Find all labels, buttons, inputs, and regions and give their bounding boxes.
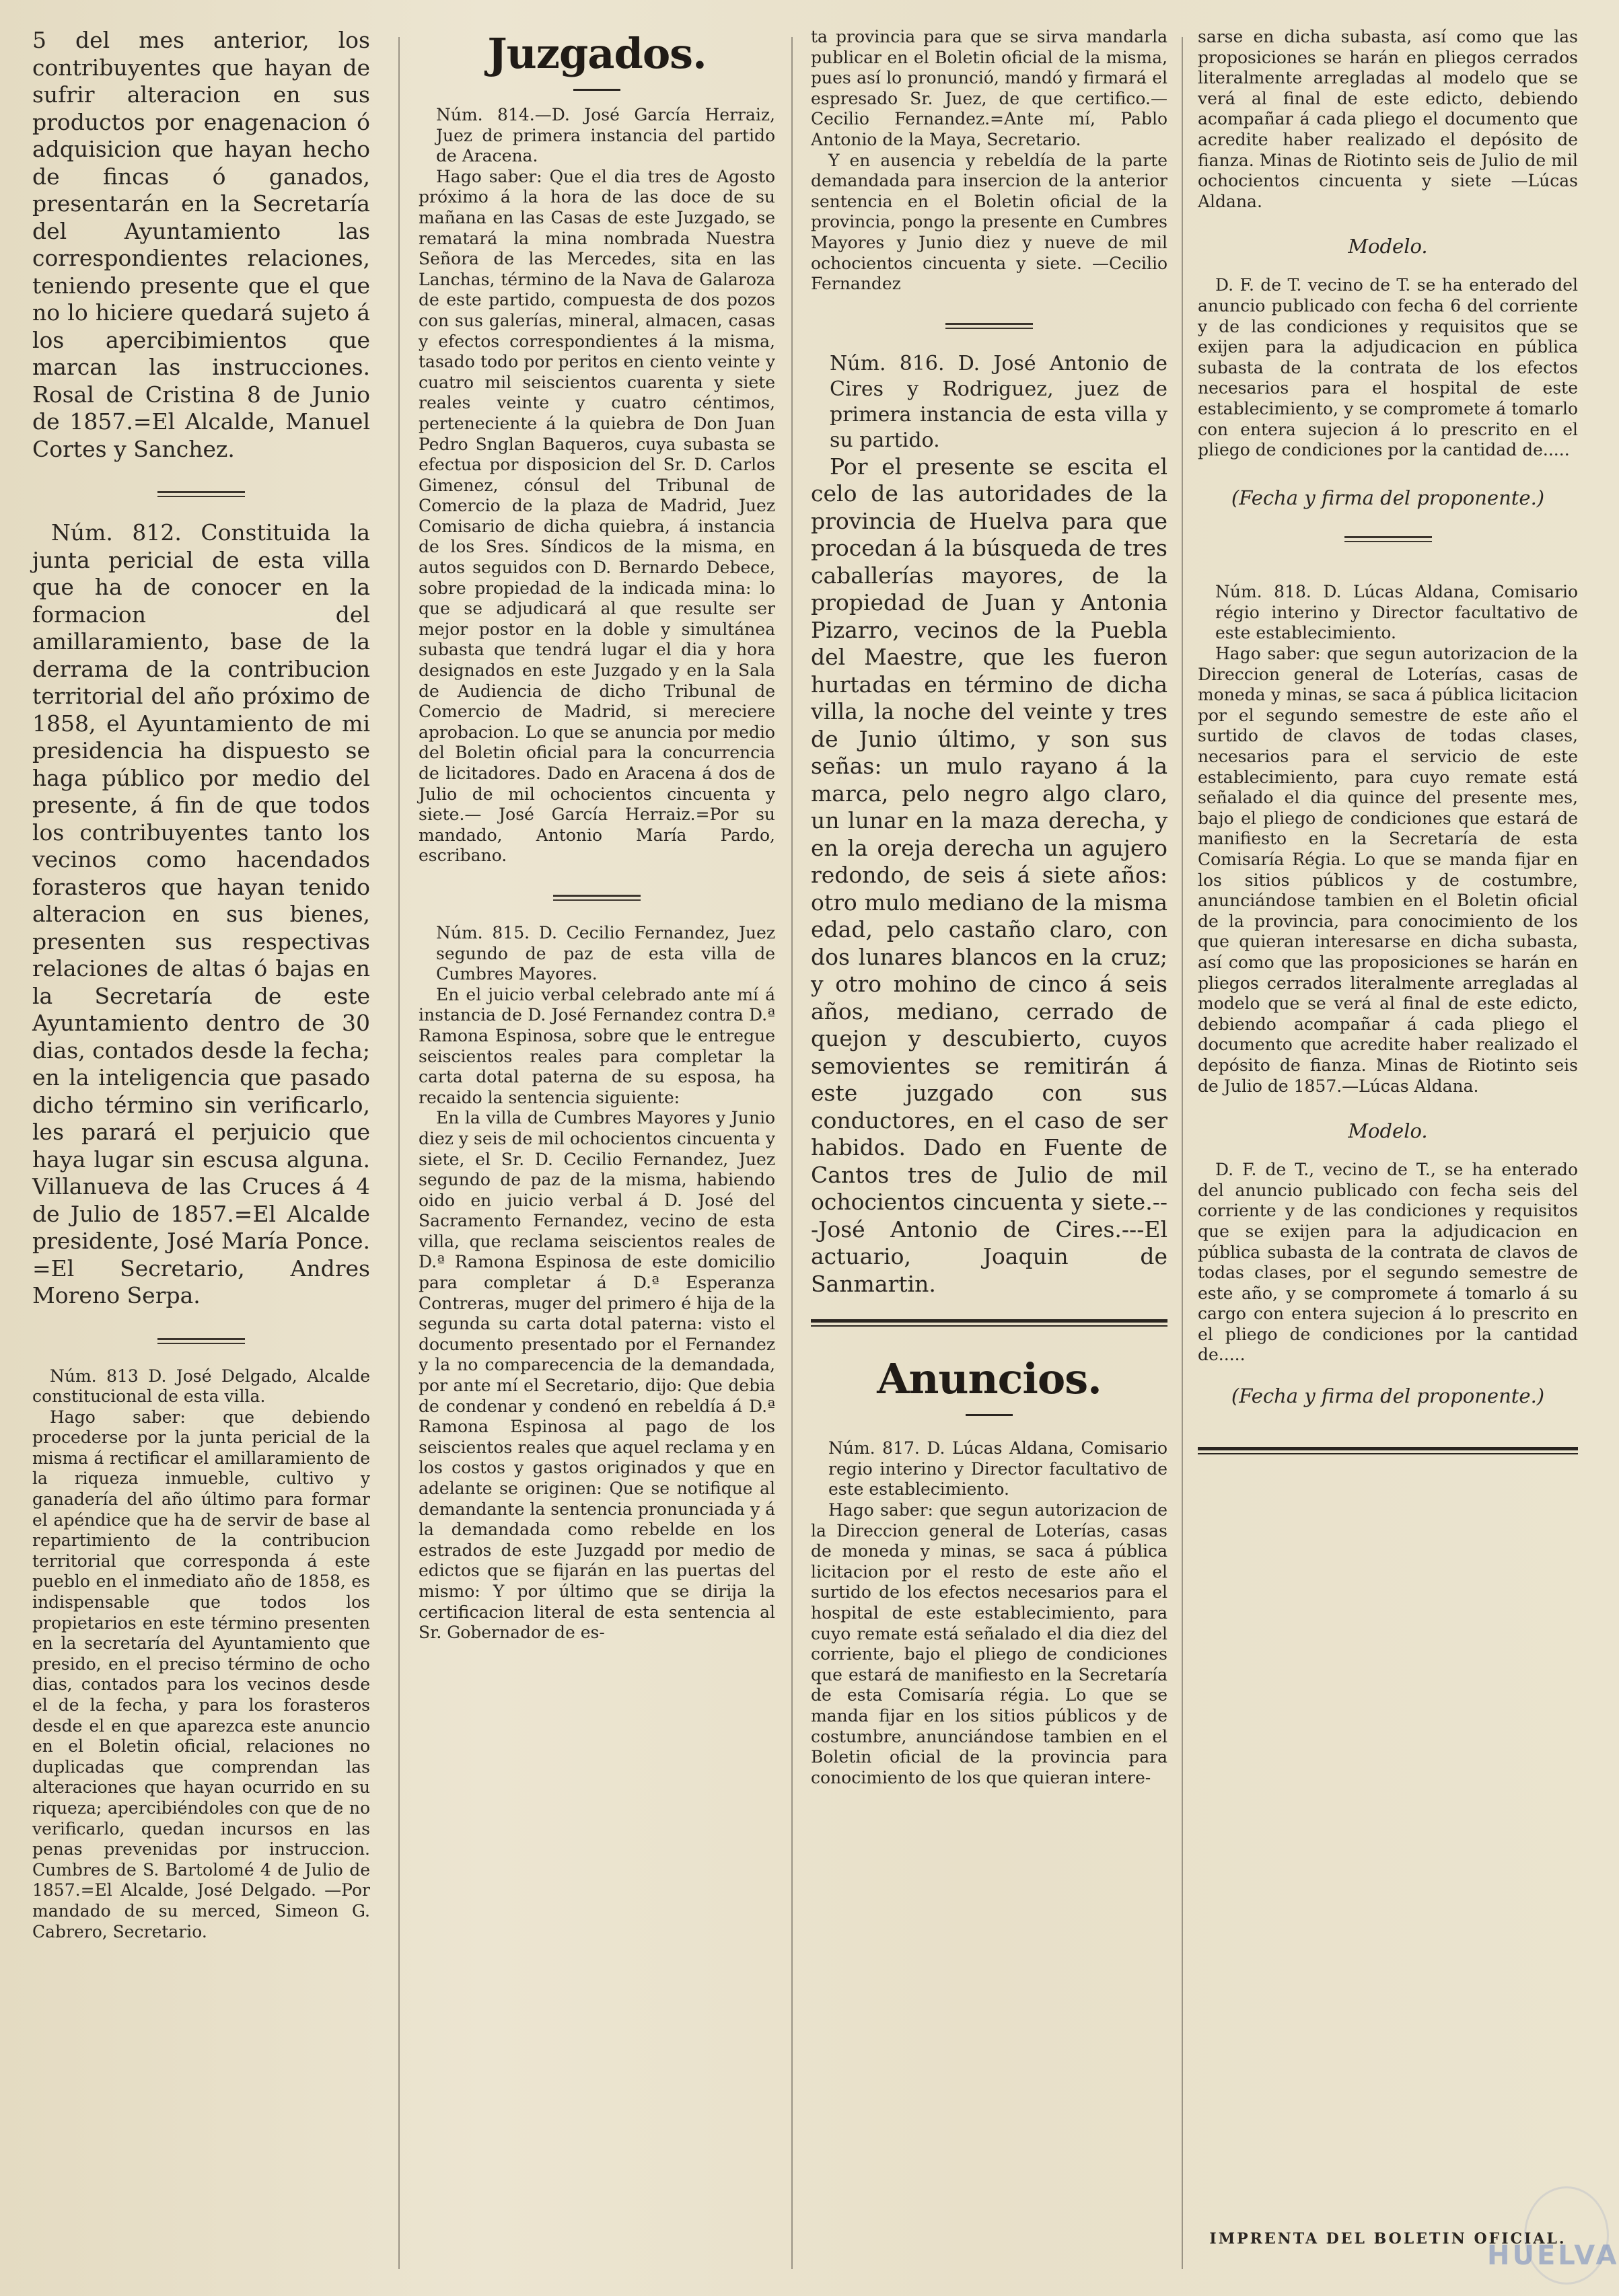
- separator: [32, 1334, 370, 1343]
- announcement-813: [32, 1366, 370, 1943]
- column-rule: [1182, 37, 1183, 2269]
- announcement-header: Núm. 813 D. José Delgado, Alcalde constitucional de esta villa.: [32, 1366, 370, 1407]
- paragraph: Núm. 812. Constituida la junta pericial de esta villa que ha de conocer en la formacion del amillaramiento, base de la derrama de la contribucion territorial del año próximo de 1858, el Ayuntamiento de mi presidencia ha dispuesto se haga público por medio del presente, á fin de que todos los contribuyentes tanto los vecinos como hacendados forasteros que hayan tenido alteracion en sus bienes, presenten sus respectivas relaciones de altas ó bajas en la Secretaría de este Ayuntamiento dentro de 30 dias, contados desde la fecha; en la inteligencia que pasado dicho término sin verificarlo, les parará el perjuicio que haya lugar sin escusa alguna. Villanueva de las Cruces á 4 de Julio de 1857.=El Alcalde presidente, José María Ponce. =El Secretario, Andres Moreno Serpa.: [32, 519, 370, 1308]
- announcement-815: [419, 923, 775, 1643]
- announcement-812: [32, 519, 370, 1310]
- heading-rule: [811, 1406, 1167, 1418]
- separator: [32, 487, 370, 496]
- announcement-817-end: [1198, 27, 1578, 212]
- paragraph: En el juicio verbal celebrado ante mí á instancia de D. José Fernandez contra D.ª Ramona Espinosa, sobre que le entregue seiscientos reales para completar la carta dotal paterna de su esposa, ha recaido la sentencia siguiente:: [419, 984, 775, 1107]
- column-4: [1198, 27, 1578, 1480]
- announcement-814: [419, 105, 775, 866]
- paragraph: Hago saber: que debiendo procederse por la junta pericial de la misma á rectificar el amillaramiento de la riqueza inmueble, cultivo y ganadería del año último para formar el apéndice que ha de servir de base al repartimiento de la contribucion territorial que corresponda á este pueblo en el inmediato año de 1858, es indispensable que todos los propietarios en este término presenten en la secretaría del Ayuntamiento que presido, en el preciso término de ocho dias, contados para los vecinos desde el de la fecha, y para los forasteros desde el en que aparezca este anuncio en el Boletin oficial, relaciones no duplicadas que comprendan las alteraciones que hayan ocurrido en su riqueza; apercibiéndoles con que de no verificarlo, quedan incursos en las penas prevenidas por instruccion. Cumbres de S. Bartolomé 4 de Julio de 1857.=El Alcalde, José Delgado. —Por mandado de su merced, Simeon G. Cabrero, Secretario.: [32, 1407, 370, 1941]
- paragraph: 5 del mes anterior, los contribuyentes que hayan de sufrir alteracion en sus productos por enagenacion ó adquisicion que hayan hecho de fincas ó ganados, presentarán en la Secretaría del Ayuntamiento las correspondientes relaciones, teniendo presente que el que no lo hiciere quedará sujeto á los apercibimientos que marcan las instrucciones. Rosal de Cristina 8 de Junio de 1857.=El Alcalde, Manuel Cortes y Sanchez.: [32, 27, 370, 462]
- column-rule: [791, 37, 793, 2269]
- announcement-816: [811, 351, 1167, 1298]
- modelo-text: [1198, 275, 1578, 508]
- separator: [1198, 532, 1578, 542]
- announcement-811-end: [32, 27, 370, 463]
- column-1: [32, 27, 370, 1942]
- paragraph: D. F. de T., vecino de T., se ha enterado del anuncio publicado con fecha seis del corriente y de las condiciones y requisitos que se exijen para la adjudicacion en pública subasta de la contrata de clavos de todas clases, por el segundo semestre de este año, y se compromete á tomarlo á su cargo con entera sujecion á lo prescrito en el pliego de condiciones por la cantidad de.....: [1198, 1160, 1578, 1365]
- modelo-heading: Modelo.: [1348, 1119, 1428, 1143]
- paragraph: D. F. de T. vecino de T. se ha enterado del anuncio publicado con fecha 6 del corriente y de las condiciones y requisitos que se exijen para la adjudicacion en pública subasta de la contrata de los efectos necesarios para el hospital de este establecimiento, y se compromete á tomarlo con entera sujecion á lo prescrito en el pliego de condiciones por la cantidad de.....: [1198, 275, 1578, 460]
- separator: [811, 319, 1167, 328]
- column-rule: [398, 37, 400, 2269]
- printer-imprint: IMPRENTA DEL BOLETIN OFICIAL.: [1209, 2230, 1567, 2248]
- double-rule: [1198, 1447, 1578, 1454]
- paragraph: sarse en dicha subasta, así como que las proposiciones se harán en pliegos cerrados literalmente arregladas al modelo que se verá al final de este edicto, debiendo acompañar á cada pliego el documento que acredite haber realizado el depósito de fianza. Minas de Riotinto seis de Julio de mil ochocientos cincuenta y siete —Lúcas Aldana.: [1198, 27, 1578, 211]
- stamp-text: HUELVA: [1487, 2240, 1619, 2271]
- announcement-header: Núm. 815. D. Cecilio Fernandez, Juez segundo de paz de esta villa de Cumbres Mayores.: [436, 922, 775, 984]
- paragraph: Hago saber: que segun autorizacion de la Direccion general de Loterías, casas de moneda y minas, se saca á pública licitacion por el segundo semestre de este año el surtido de clavos de todas clases, necesarios para el servicio de este establecimiento, para cuyo remate está señalado el dia quince del presente mes, bajo el pliego de condiciones que estará de manifiesto en la Secretaría de esta Comisaría Régia. Lo que se manda fijar en los sitios públicos y de costumbre, anunciándose tambien en el Boletin oficial de la provincia, para conocimiento de los que quieran interesarse en dicha subasta, así como que las proposiciones se harán en pliegos cerrados literalmente arregladas al modelo que se verá al final de este edicto, debiendo acompañar á cada pliego el documento que acredite haber realizado el depósito de fianza. Minas de Riotinto seis de Julio de 1857.—Lúcas Aldana.: [1198, 644, 1578, 1096]
- announcement-header: Núm. 818. D. Lúcas Aldana, Comisario régio interino y Director facultativo de este establecimiento.: [1215, 582, 1578, 643]
- double-rule: [811, 1319, 1167, 1327]
- signature-line: (Fecha y firma del proponente.): [1231, 486, 1545, 509]
- modelo-heading: Modelo.: [1348, 235, 1428, 258]
- paragraph: Hago saber: Que el dia tres de Agosto próximo á la hora de las doce de su mañana en las Casas de este Juzgado, se rematará la mina nombrada Nuestra Señora de las Mercedes, sita en las Lanchas, término de la Nava de Galaroza de este partido, compuesta de dos pozos con sus galerías, mineral, almacen, casas y efectos correspondientes á la misma, tasado todo por peritos en ciento veinte y cuatro mil seiscientos cuarenta y siete reales veinte y cuatro céntimos, perteneciente á la quiebra de Don Juan Pedro Snglan Baqueros, cuya subasta se efectua por disposicion del Sr. D. Carlos Gimenez, cónsul del Tribunal de Comercio de la plaza de Madrid, Juez Comisario de dicha quiebra, á instancia de los Sres. Síndicos de la misma, en autos seguidos con D. Bernardo Debece, sobre propiedad de la indicada mina: lo que se adjudicará al que resulte ser mejor postor en la doble y simultánea subasta que tendrá lugar el dia y hora designados en este Juzgado y en la Sala de Audiencia de dicho Tribunal de Comercio de Madrid, si mereciere aprobacion. Lo que se anuncia por medio del Boletin oficial para la concurrencia de licitadores. Dado en Aracena á dos de Julio de mil ochocientos cincuenta y siete.— José García Herraiz.=Por su mandado, Antonio María Pardo, escribano.: [419, 166, 775, 866]
- heading-rule: [419, 81, 775, 93]
- announcement-817: [811, 1438, 1167, 1788]
- announcement-header: Núm. 816. D. José Antonio de Cires y Rodriguez, juez de primera instancia de esta villa y su partido.: [830, 351, 1167, 452]
- section-heading-anuncios: Anuncios.: [877, 1354, 1102, 1404]
- announcement-header: Núm. 814.—D. José García Herraiz, Juez de primera instancia del partido de Aracena.: [436, 105, 775, 166]
- paragraph: Y en ausencia y rebeldía de la parte demandada para insercion de la anterior sentencia en el Boletin oficial de la provincia, pongo la presente en Cumbres Mayores y Junio diez y nueve de mil ochocientos cincuenta y siete. —Cecilio Fernandez: [811, 150, 1167, 294]
- paragraph: Hago saber: que segun autorizacion de la Direccion general de Loterías, casas de moneda y minas, se saca á pública licitacion por el resto de este año el surtido de los efectos necesarios para el hospital de este establecimiento, para cuyo remate está señalado el dia diez del corriente, bajo el pliego de condiciones que estará de manifiesto en la Secretaría de esta Comisaría régia. Lo que se manda fijar en los sitios públicos y de costumbre, anunciándose tambien en el Boletin oficial de la provincia para conocimiento de los que quieran intere-: [811, 1500, 1167, 1787]
- separator: [419, 891, 775, 900]
- column-2: [419, 27, 775, 1643]
- announcement-815-end: [811, 27, 1167, 295]
- announcement-header: Núm. 817. D. Lúcas Aldana, Comisario regio interino y Director facultativo de este establecimiento.: [828, 1438, 1167, 1499]
- paragraph: ta provincia para que se sirva mandarla publicar en el Boletin oficial de la misma, pues así lo pronunció, mandó y firmará el espresado Sr. Juez, de que certifico.— Cecilio Fernandez.=Ante mí, Pablo Antonio de la Maya, Secretario.: [811, 27, 1167, 149]
- signature-line: (Fecha y firma del proponente.): [1231, 1384, 1545, 1408]
- paragraph: Por el presente se escita el celo de las autoridades de la provincia de Huelva para que procedan á la búsqueda de tres caballerías mayores, de la propiedad de Juan y Antonia Pizarro, vecinos de la Puebla del Maestre, que les fueron hurtadas en término de dicha villa, la noche del veinte y tres de Junio último, y son sus señas: un mulo rayano á la marca, pelo negro algo claro, un lunar en la maza derecha, y en la oreja derecha un agujero redondo, de seis á siete años: otro mulo mediano de la misma edad, pelo castaño claro, con dos lunares blancos en la cruz; y otro mohino de cinco á seis años, mediano, cerrado de quejon y descubierto, cuyos semovientes se remitirán á este juzgado con sus conductores, en el caso de ser habidos. Dado en Fuente de Cantos tres de Julio de mil ochocientos cincuenta y siete.---José Antonio de Cires.---El actuario, Joaquin de Sanmartin.: [811, 453, 1167, 1297]
- announcement-818: [1198, 582, 1578, 1097]
- paragraph: En la villa de Cumbres Mayores y Junio diez y seis de mil ochocientos cincuenta y siete, el Sr. D. Cecilio Fernandez, Juez segundo de paz de la misma, habiendo oido en juicio verbal á D. José del Sacramento Fernandez, vecino de esta villa, que reclama seiscientos reales de D.ª Ramona Espinosa de este domicilio para completar á D.ª Esperanza Contreras, muger del primero é hija de la segunda su carta dotal paterna: visto el documento presentado por el Fernandez y la no comparecencia de la demandada, por ante mí el Secretario, dijo: Que debia de condenar y condenó en rebeldía á D.ª Ramona Espinosa al pago de los seiscientos reales que aquel reclama y en los costos y gastos originados y que en adelante se originen: Que se notifique al demandante la sentencia pronunciada y á la demandada como rebelde en los estrados de este Juzgadd por medio de edictos que se fijarán en las puertas del mismo: Y por último que se dirija la certificacion literal de esta sentencia al Sr. Gobernador de es-: [419, 1108, 775, 1643]
- modelo-text: [1198, 1160, 1578, 1407]
- section-heading-juzgados: Juzgados.: [487, 29, 707, 78]
- column-3: [811, 27, 1167, 1788]
